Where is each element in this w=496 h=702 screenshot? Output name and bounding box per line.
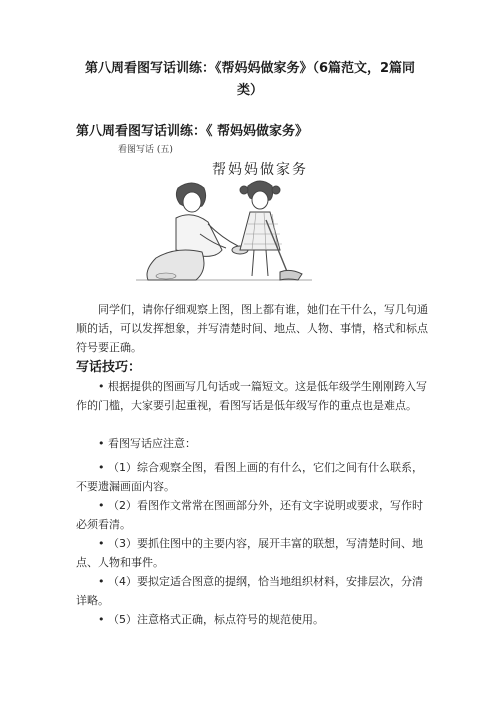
illustration-caption-title: 帮妈妈做家务 xyxy=(212,162,308,178)
illustration-image xyxy=(116,140,314,288)
tip-item-4: • （3）要抓住图中的主要内容，展开丰富的联想，写清楚时间、地点、人物和事件。 xyxy=(76,537,423,569)
document-title: 第八周看图写话训练：《帮妈妈做家务》（6篇范文，2篇同类） xyxy=(84,61,416,98)
section-title: 第八周看图写话训练：《 帮妈妈做家务》 xyxy=(76,124,309,139)
tip-item-1: • 看图写话应注意： xyxy=(98,437,196,450)
illustration-caption-left: 看图写话 (五) xyxy=(118,145,173,155)
girl-figure xyxy=(240,181,302,280)
tips-title: 写话技巧： xyxy=(76,360,142,375)
bowl-shape xyxy=(156,273,176,279)
tip-item-0: • 根据提供的图画写几句话或一篇短文。这是低年级学生刚刚跨入写作的门槛，大家要引起重视，看图写话是低年级写作的重点也是难点。 xyxy=(76,380,427,412)
intro-paragraph: 同学们，请你仔细观察上图，图上都有谁，她们在干什么，写几句通顺的话，可以发挥想象，并写清楚时间、地点、人物、事情，格式和标点符号要正确。 xyxy=(76,303,428,354)
tip-item-6: • （5）注意格式正确，标点符号的规范使用。 xyxy=(98,613,324,626)
mother-figure xyxy=(147,183,248,280)
tip-item-3: • （2）看图作文常常在图画部分外，还有文字说明或要求，写作时必须看清。 xyxy=(76,499,423,531)
tip-item-5: • （4）要拟定适合图意的提纲，恰当地组织材料，安排层次，分清详略。 xyxy=(76,575,423,607)
tip-item-2: • （1）综合观察全图，看图上画的有什么，它们之间有什么联系，不要遗漏画面内容。 xyxy=(76,461,423,493)
